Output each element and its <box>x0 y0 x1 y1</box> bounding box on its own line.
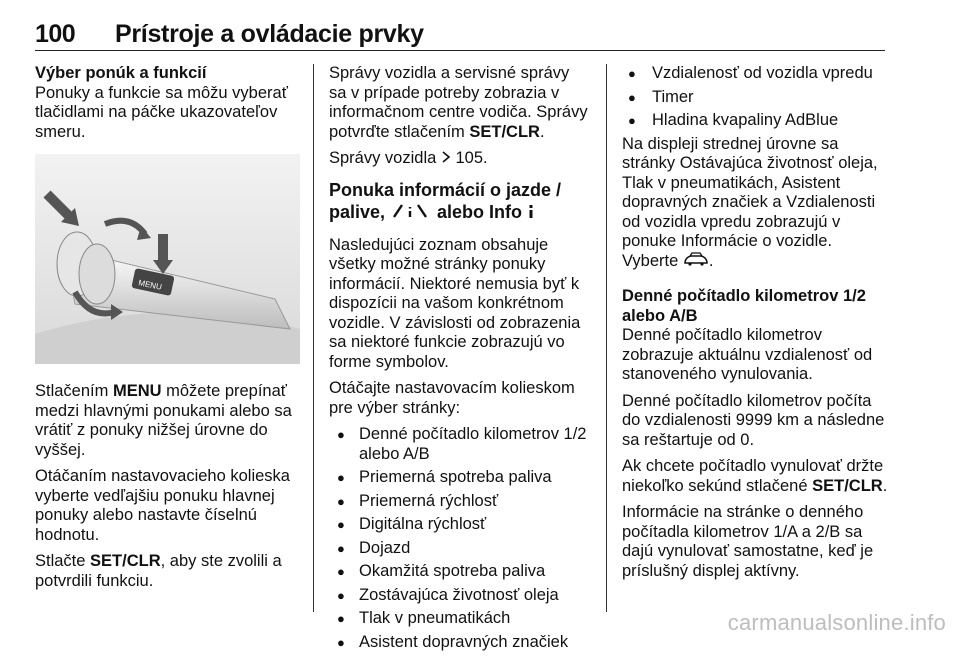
wheel-paragraph: Otáčaním nastavovacieho kolieska vyberte vedľajšiu ponuku hlavnej ponuky alebo nastavte číselnú hodnotu. <box>35 467 290 544</box>
lever-illustration <box>35 154 300 364</box>
vehicle-info-icon <box>683 252 709 272</box>
column-3 <box>622 64 890 588</box>
list-item: ● Zostávajúca životnosť oleja <box>329 586 591 606</box>
info-list-intro: Nasledujúci zoznam obsahuje všetky možné stránky ponuky informácií. Niektoré nemusia byť k dispozícii na vašom konkrétnom vozidle. V závislosti od zobrazenia sa niektoré funkcie zobrazujú vo forme symbolov. <box>329 235 581 371</box>
list-item: ● Hladina kvapaliny AdBlue <box>622 111 890 131</box>
turn-signal-lever-figure <box>35 154 300 364</box>
column-divider-2 <box>606 64 607 612</box>
odometer-reset-paragraph: Ak chcete počítadlo vynulovať držte niekoľko sekúnd stlačené SET/CLR. <box>622 457 888 495</box>
section-heading-trip-info: Ponuka informácií o jazde / palive, alebo Info <box>329 179 591 224</box>
column-1 <box>35 64 300 598</box>
intro-paragraph: Ponuky a funkcie sa môžu vyberať tlačidlami na páčke ukazovateľov smeru. <box>35 83 288 141</box>
page-reference-icon <box>441 149 451 169</box>
page-title: Prístroje a ovládacie prvky <box>115 20 424 48</box>
list-item: ● Vzdialenosť od vozidla vpredu <box>622 64 890 84</box>
list-item: ● Timer <box>622 88 890 108</box>
column-divider-1 <box>313 64 314 612</box>
list-item: ● Asistent dopravných značiek <box>329 633 591 653</box>
page-number: 100 <box>35 20 76 48</box>
watermark: carmanualsonline.info <box>727 610 946 635</box>
vehicle-messages-reference: Správy vozidla 105. <box>329 149 488 168</box>
midlevel-display-paragraph: Na displeji strednej úrovne sa stránky Ostávajúca životnosť oleja, Tlak v pneumatikách, Asistent dopravných značiek a Vzdialenosti od vozidla vpredu zobrazujú v ponuke Informácie o vozidle. Vyberte . <box>622 134 878 270</box>
setclr-paragraph: Stlačte SET/CLR, aby ste zvolili a potvrdili funkciu. <box>35 552 282 590</box>
info-icon <box>527 202 535 224</box>
section-heading-menu-selection: Výber ponúk a funkcií <box>35 64 207 82</box>
list-item: ● Denné počítadlo kilometrov 1/2 alebo A/B <box>329 425 591 464</box>
list-item: ● Priemerná rýchlosť <box>329 492 591 512</box>
menu-paragraph: Stlačením MENU môžete prepínať medzi hlavnými ponukami alebo sa vrátiť z ponuky nižšej úrovne do vyššej. <box>35 382 292 459</box>
trip-fuel-icon <box>390 202 432 224</box>
list-item: ● Priemerná spotreba paliva <box>329 468 591 488</box>
info-pages-list-continued <box>622 64 890 131</box>
odometer-paragraph-1: Denné počítadlo kilometrov zobrazuje aktuálnu vzdialenosť od stanoveného vynulovania. <box>622 326 873 384</box>
info-pages-list <box>329 425 591 652</box>
list-item: ● Tlak v pneumatikách <box>329 609 591 629</box>
list-item: ● Digitálna rýchlosť <box>329 515 591 535</box>
figure-menu-label: MENU <box>137 278 163 292</box>
odometer-paragraph-3: Informácie na stránke o denného počítadla kilometrov 1/A a 2/B sa dajú vynulovať samostatne, keď je príslušný displej aktívny. <box>622 503 874 580</box>
list-item: ● Okamžitá spotreba paliva <box>329 562 591 582</box>
section-heading-trip-odometer: Denné počítadlo kilometrov 1/2 alebo A/B <box>622 287 866 325</box>
list-item: ● Dojazd <box>329 539 591 559</box>
vehicle-messages-paragraph: Správy vozidla a servisné správy sa v prípade potreby zobrazia v informačnom centre vodiča. Správy potvrďte stlačením SET/CLR. <box>329 64 588 141</box>
wheel-select-paragraph: Otáčajte nastavovacím kolieskom pre výber stránky: <box>329 379 575 417</box>
odometer-paragraph-2: Denné počítadlo kilometrov počíta do vzdialenosti 9999 km a následne sa reštartuje od 0. <box>622 391 885 449</box>
column-2 <box>329 64 591 656</box>
page-header <box>35 20 885 51</box>
